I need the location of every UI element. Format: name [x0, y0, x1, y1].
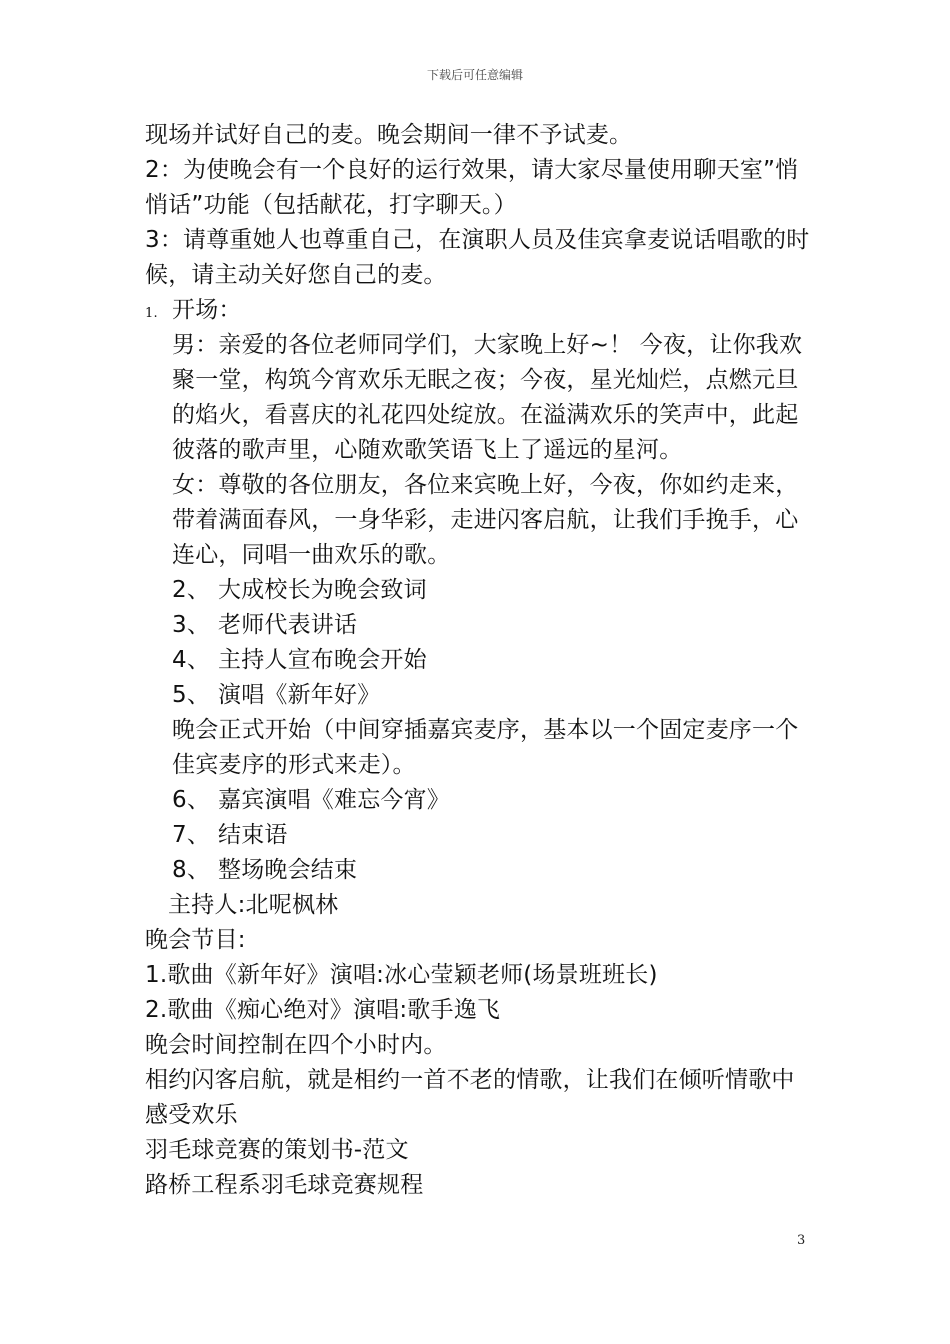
page-header: 下载后可任意编辑 [426, 68, 523, 82]
list-text: 嘉宾演唱《难忘今宵》 [218, 787, 450, 813]
program-heading: 晚会节目: [145, 927, 246, 953]
body-line: 带着满面春风，一身华彩，走进闪客启航，让我们手挽手，心 [172, 507, 799, 533]
list-item-opening [145, 293, 810, 328]
body-line: 晚会正式开始（中间穿插嘉宾麦序，基本以一个固定麦序一个 [172, 717, 799, 743]
list-item [145, 678, 810, 713]
body-line: 3：请尊重她人也尊重自己，在演职人员及佳宾拿麦说话唱歌的时 [145, 227, 810, 253]
list-item [145, 783, 810, 818]
body-line: 男：亲爱的各位老师同学们，大家晚上好~！ 今夜，让你我欢 [172, 332, 803, 358]
list-text: 大成校长为晚会致词 [218, 577, 427, 603]
body-line: 感受欢乐 [145, 1102, 238, 1128]
body-line: 彼落的歌声里，心随欢歌笑语飞上了遥远的星河。 [172, 437, 683, 463]
list-text: 主持人宣布晚会开始 [218, 647, 427, 673]
list-item [145, 573, 810, 608]
list-item [145, 818, 810, 853]
section-title: 路桥工程系羽毛球竞赛规程 [145, 1172, 424, 1198]
program-item: 2.歌曲《痴心绝对》演唱:歌手逸飞 [145, 997, 501, 1023]
page-number: 3 [797, 1233, 806, 1248]
body-line: 连心，同唱一曲欢乐的歌。 [172, 542, 451, 568]
list-number: 1. [145, 306, 158, 321]
list-number: 3、 [172, 612, 211, 638]
list-number: 4、 [172, 647, 211, 673]
list-item [145, 853, 810, 888]
body-line: 晚会时间控制在四个小时内。 [145, 1032, 447, 1058]
list-text: 开场： [172, 297, 242, 323]
body-line: 聚一堂，构筑今宵欢乐无眠之夜；今夜，星光灿烂，点燃元旦 [172, 367, 799, 393]
body-line: 候，请主动关好您自己的麦。 [145, 262, 447, 288]
document-body [145, 118, 810, 1203]
program-item: 1.歌曲《新年好》演唱:冰心莹颖老师(场景班班长) [145, 962, 658, 988]
list-item [145, 643, 810, 678]
body-line: 悄话”功能（包括献花，打字聊天。） [145, 192, 517, 218]
body-line: 现场并试好自己的麦。晚会期间一律不予试麦。 [145, 122, 633, 148]
host-line: 主持人:北呢枫林 [168, 892, 339, 918]
body-line: 相约闪客启航，就是相约一首不老的情歌，让我们在倾听情歌中 [145, 1067, 795, 1093]
section-title: 羽毛球竞赛的策划书-范文 [145, 1137, 409, 1163]
body-line: 佳宾麦序的形式来走）。 [172, 752, 416, 778]
list-text: 结束语 [218, 822, 288, 848]
list-text: 老师代表讲话 [218, 612, 358, 638]
list-text: 演唱《新年好》 [218, 682, 381, 708]
list-item [145, 608, 810, 643]
list-number: 8、 [172, 857, 211, 883]
list-text: 整场晚会结束 [218, 857, 358, 883]
list-number: 6、 [172, 787, 211, 813]
body-line: 女：尊敬的各位朋友，各位来宾晚上好，今夜，你如约走来， [172, 472, 799, 498]
body-line: 的焰火，看喜庆的礼花四处绽放。在溢满欢乐的笑声中，此起 [172, 402, 799, 428]
list-number: 7、 [172, 822, 211, 848]
list-number: 5、 [172, 682, 211, 708]
list-number: 2、 [172, 577, 211, 603]
body-line: 2：为使晚会有一个良好的运行效果，请大家尽量使用聊天室”悄 [145, 157, 799, 183]
